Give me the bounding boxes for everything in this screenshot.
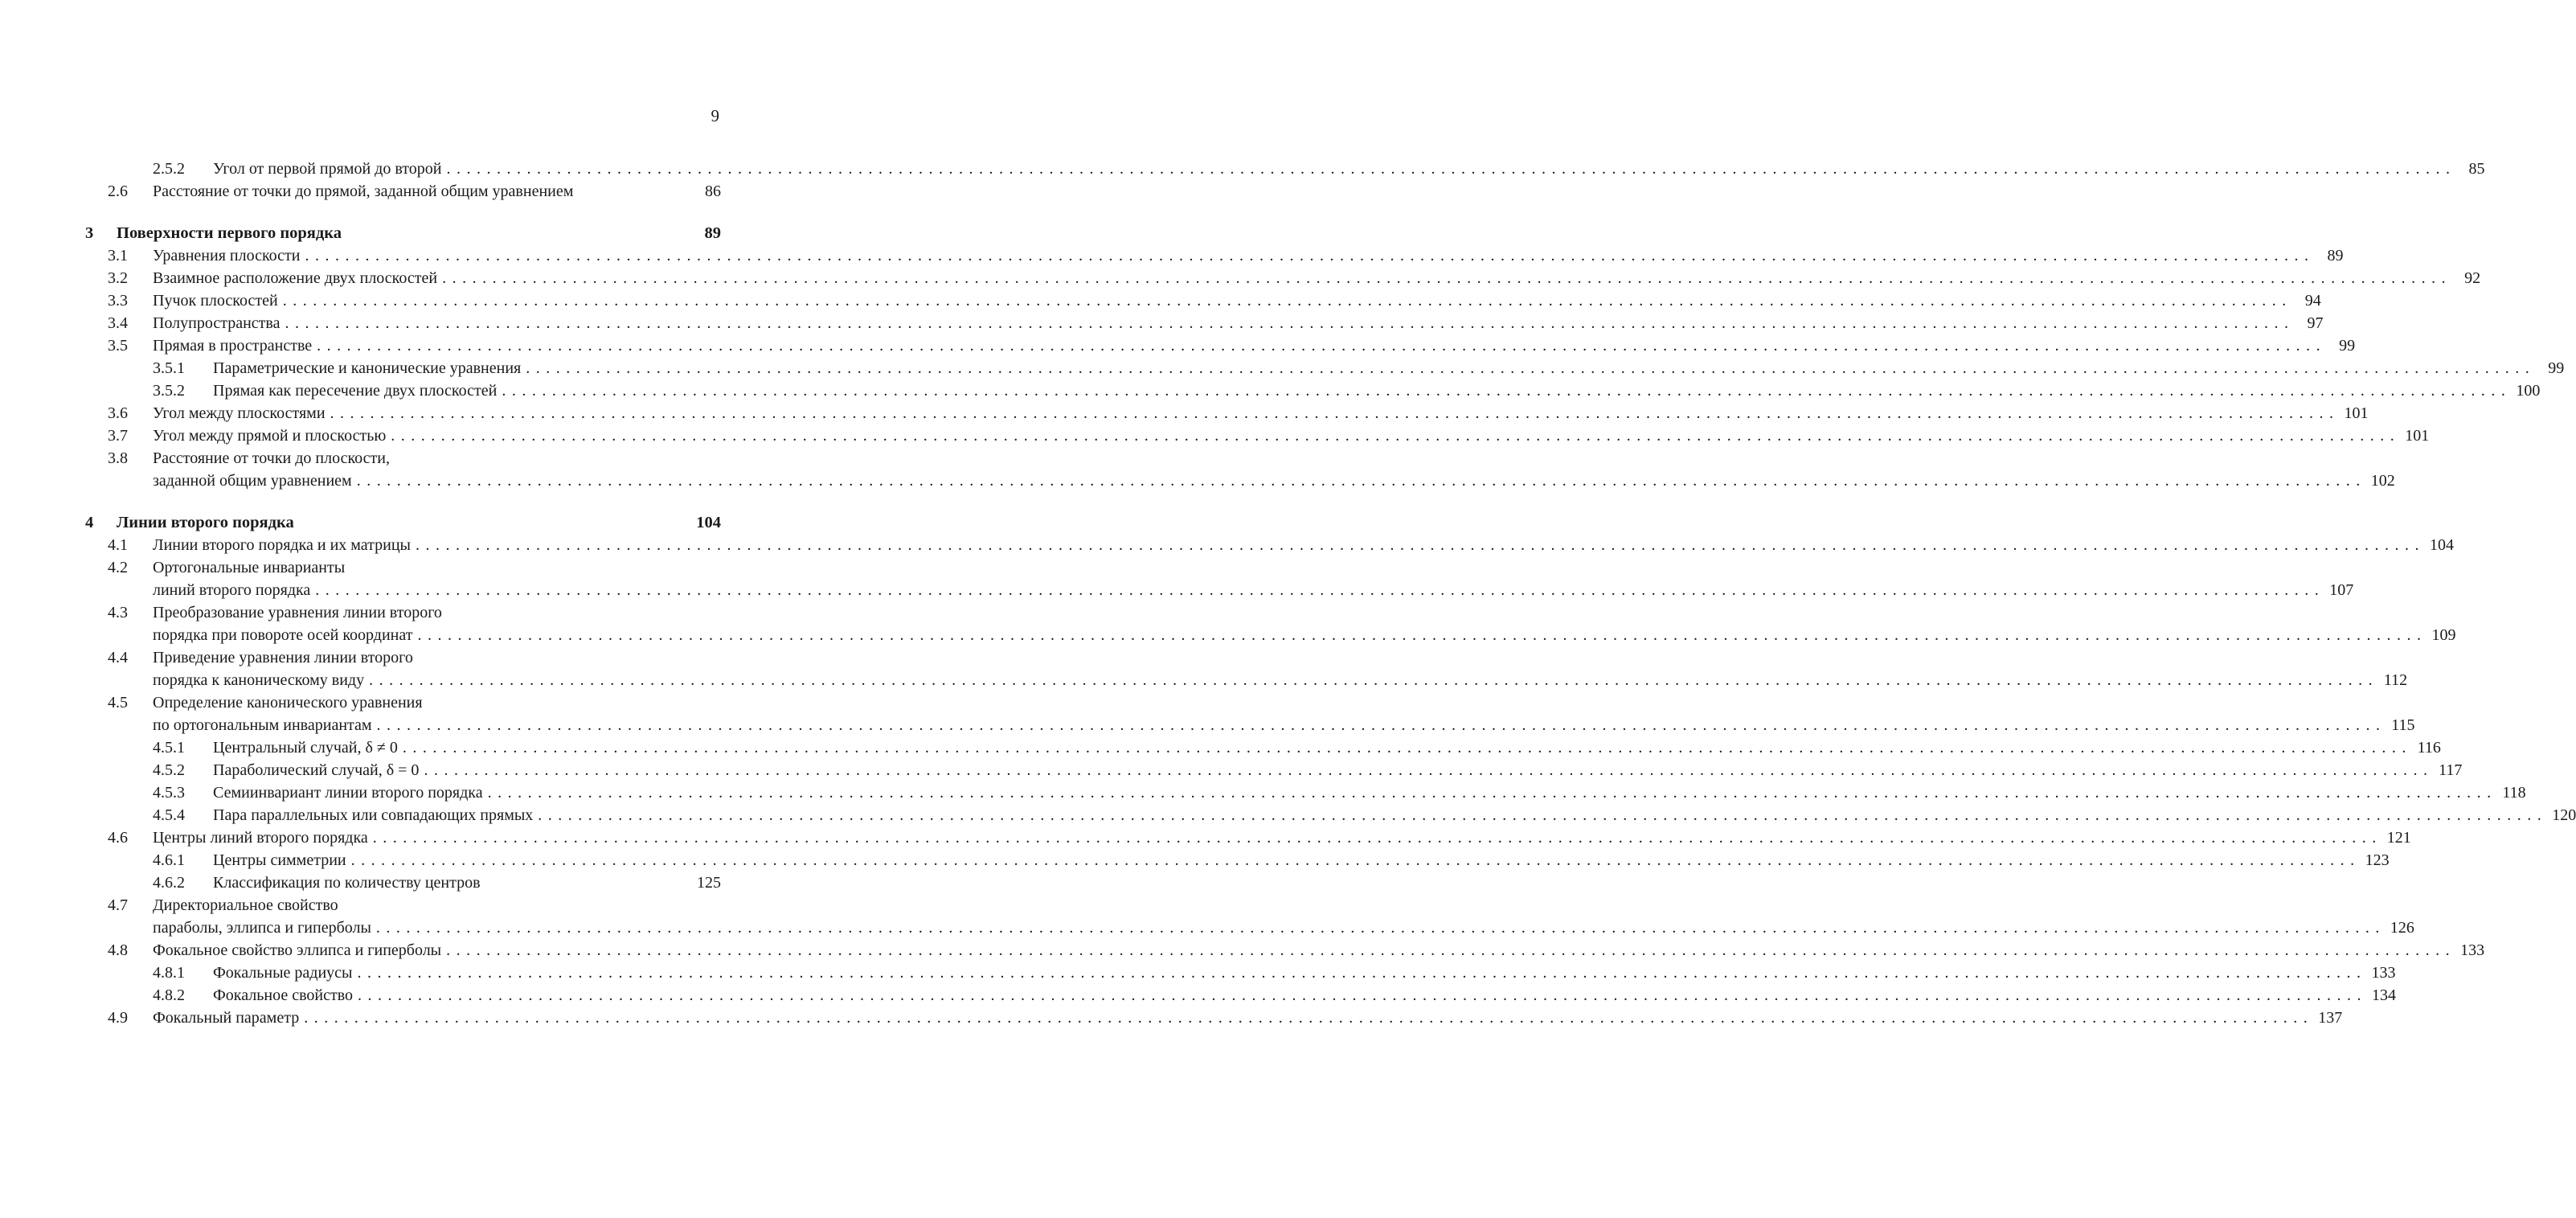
dot-leader: ........................................................................................................................................................................................................	[285, 314, 2295, 332]
toc-entry-title: Классификация по количеству центров	[213, 871, 485, 894]
dot-leader: ........................................................................................................................................................................................................	[357, 964, 2367, 982]
toc-entry-number: 4.5	[108, 694, 128, 712]
dot-leader: ........................................................................................................................................................................................................	[402, 739, 2412, 757]
toc-section[interactable]	[80, 714, 2415, 736]
toc-section[interactable]	[80, 424, 2430, 447]
section-gap	[80, 492, 721, 511]
toc-section[interactable]	[80, 334, 2356, 357]
toc-page-number: 123	[2365, 851, 2390, 869]
toc-page-number: 126	[2390, 919, 2414, 937]
toc-entry-title: Прямая как пересечение двух плоскостей	[213, 379, 502, 402]
toc-subsection[interactable]	[80, 871, 721, 894]
dot-leader: ........................................................................................................................................................................................................	[330, 404, 2340, 422]
toc-page-number: 112	[2383, 671, 2408, 689]
dot-leader: ........................................................................................................................................................................................................	[305, 247, 2315, 265]
toc-entry-title: Фокальное свойство	[213, 984, 358, 1007]
toc-entry-title: Пара параллельных или совпадающих прямых	[213, 804, 538, 826]
toc-entry-number: 4	[85, 514, 94, 531]
toc-page-number: 109	[2431, 626, 2456, 644]
toc-page-number: 107	[2329, 581, 2354, 599]
toc-subsection[interactable]	[80, 804, 2576, 826]
toc-entry-title: Семиинвариант линии второго порядка	[213, 781, 488, 804]
toc-page-number: 133	[2371, 964, 2396, 982]
toc-subsection[interactable]	[80, 357, 2565, 379]
toc-page-number: 133	[2460, 941, 2485, 959]
toc-entry-number: 4.2	[108, 559, 128, 576]
toc-entry-title: Угол между плоскостями	[153, 402, 330, 424]
toc-section[interactable]	[80, 939, 2485, 962]
toc-entry-title: Угол от первой прямой до второй	[213, 158, 446, 180]
toc-section[interactable]	[80, 289, 2321, 312]
toc-section[interactable]	[80, 917, 2414, 939]
toc-entry-number: 4.6.1	[153, 851, 185, 869]
toc-entry-title: Ортогональные инварианты	[153, 556, 350, 579]
toc-entry-number: 4.4	[108, 649, 128, 666]
toc-entry-number: 4.1	[108, 536, 128, 554]
toc-subsection[interactable]	[80, 736, 2441, 759]
toc-entry-title: порядка к каноническому виду	[153, 669, 369, 691]
dot-leader: ........................................................................................................................................................................................................	[350, 851, 2361, 869]
toc-entry-title: Уравнения плоскости	[153, 244, 305, 267]
toc-page-number: 99	[2339, 337, 2356, 355]
toc-page-number: 121	[2386, 829, 2411, 847]
toc-page-number: 102	[2370, 472, 2395, 490]
toc-chapter[interactable]	[80, 511, 721, 534]
dot-leader: ........................................................................................................................................................................................................	[446, 941, 2456, 959]
toc-section[interactable]	[80, 669, 2408, 691]
toc-entry-number: 4.9	[108, 1009, 128, 1027]
toc-entry-number: 3.5.1	[153, 359, 185, 377]
toc-entry-number: 3.4	[108, 314, 128, 332]
toc-section[interactable]	[80, 601, 721, 624]
toc-entry-title: Центральный случай, δ ≠ 0	[213, 736, 403, 759]
toc-entry-title: Полупространства	[153, 312, 285, 334]
toc-page-number: 89	[2327, 247, 2344, 265]
toc-entry-number: 3.5.2	[153, 382, 185, 400]
toc-entry-title: Линии второго порядка и их матрицы	[153, 534, 416, 556]
toc-entry-number: 3.5	[108, 337, 128, 355]
dot-leader: ........................................................................................................................................................................................................	[526, 359, 2536, 377]
toc-page-number: 85	[2468, 160, 2485, 178]
toc-entry-number: 3.3	[108, 292, 128, 310]
toc-entry-title: Взаимное расположение двух плоскостей	[153, 267, 442, 289]
toc-entry-title: Прямая в пространстве	[153, 334, 317, 357]
toc-page-number: 104	[2430, 536, 2454, 554]
dot-leader: ........................................................................................................................................................................................................	[446, 160, 2456, 178]
toc-page-number: 116	[2417, 739, 2441, 757]
toc-entry-number: 3.8	[108, 449, 128, 467]
toc-section[interactable]	[80, 402, 2369, 424]
toc-subsection[interactable]	[80, 781, 2526, 804]
toc-section[interactable]	[80, 691, 721, 714]
toc-section[interactable]	[80, 534, 2454, 556]
toc-subsection[interactable]	[80, 158, 2485, 180]
toc-page-number: 117	[2439, 761, 2463, 779]
toc-entry-number: 4.7	[108, 896, 128, 914]
dot-leader: ........................................................................................................................................................................................................	[416, 536, 2425, 554]
toc-page-number: 89	[704, 224, 721, 242]
toc-entry-number: 4.8.1	[153, 964, 185, 982]
toc-page-number: 104	[696, 514, 721, 531]
toc-page-number: 125	[697, 874, 721, 892]
dot-leader: ........................................................................................................................................................................................................	[356, 472, 2366, 490]
toc-subsection[interactable]	[80, 759, 2463, 781]
toc-entry-title: Фокальный параметр	[153, 1007, 304, 1029]
toc-entry-number: 3.7	[108, 427, 128, 445]
toc-entry-title: Центры линий второго порядка	[153, 826, 373, 849]
toc-entry-title: линий второго порядка	[153, 579, 315, 601]
toc-entry-number: 4.8.2	[153, 986, 185, 1004]
toc-entry-title: Преобразование уравнения линии второго	[153, 601, 447, 624]
dot-leader: ........................................................................................................................................................................................................	[375, 919, 2386, 937]
toc-entry-title: параболы, эллипса и гиперболы	[153, 917, 376, 939]
toc-section[interactable]	[80, 894, 721, 917]
toc-section[interactable]	[80, 447, 721, 470]
toc-entry-number: 3	[85, 224, 94, 242]
toc-section[interactable]	[80, 180, 721, 203]
toc-page-number: 115	[2391, 716, 2415, 734]
toc-subsection[interactable]	[80, 984, 2397, 1007]
dot-leader: ........................................................................................................................................................................................................	[358, 986, 2368, 1004]
dot-leader: ........................................................................................................................................................................................................	[538, 806, 2548, 824]
toc-section[interactable]	[80, 1007, 2343, 1029]
toc-entry-number: 4.3	[108, 604, 128, 621]
toc-section[interactable]	[80, 556, 721, 579]
dot-leader: ........................................................................................................................................................................................................	[282, 292, 2292, 310]
toc-entry-title: Фокальное свойство эллипса и гиперболы	[153, 939, 446, 962]
toc-section[interactable]	[80, 826, 2411, 849]
toc-entry-number: 3.1	[108, 247, 128, 265]
toc-entry-number: 4.5.1	[153, 739, 185, 757]
toc-page-number: 120	[2552, 806, 2576, 824]
toc-section[interactable]	[80, 267, 2481, 289]
dot-leader: ........................................................................................................................................................................................................	[391, 427, 2401, 445]
toc-entry-number: 2.6	[108, 182, 128, 200]
section-gap	[80, 203, 721, 222]
toc-entry-title: Определение канонического уравнения	[153, 691, 428, 714]
dot-leader: ........................................................................................................................................................................................................	[502, 382, 2512, 400]
dot-leader: ........................................................................................................................................................................................................	[376, 716, 2386, 734]
toc-entry-number: 3.6	[108, 404, 128, 422]
dot-leader: ........................................................................................................................................................................................................	[369, 671, 2379, 689]
toc-entry-title: Фокальные радиусы	[213, 962, 357, 984]
toc-page-number: 118	[2502, 784, 2526, 802]
toc-entry-title: Директориальное свойство	[153, 894, 343, 917]
dot-leader: ........................................................................................................................................................................................................	[424, 761, 2434, 779]
dot-leader: ........................................................................................................................................................................................................	[304, 1009, 2314, 1027]
toc-entry-title: порядка при повороте осей координат	[153, 624, 417, 646]
dot-leader: ........................................................................................................................................................................................................	[487, 784, 2497, 802]
toc-entry-number: 2.5.2	[153, 160, 185, 178]
toc-entry-number: 3.2	[108, 269, 128, 287]
toc-section[interactable]	[80, 579, 2354, 601]
toc-subsection[interactable]	[80, 962, 2396, 984]
toc-entry-title: по ортогональным инвариантам	[153, 714, 377, 736]
toc-page-number: 101	[2344, 404, 2369, 422]
toc-page-number: 101	[2405, 427, 2430, 445]
toc-subsection[interactable]	[80, 379, 2541, 402]
dot-leader: ........................................................................................................................................................................................................	[417, 626, 2427, 644]
toc-entry-title: Расстояние от точки до прямой, заданной общим уравнением	[153, 180, 578, 203]
toc-entry-number: 4.6.2	[153, 874, 185, 892]
toc-section[interactable]	[80, 646, 721, 669]
toc-entry-number: 4.5.3	[153, 784, 185, 802]
toc-entry-number: 4.6	[108, 829, 128, 847]
toc-section[interactable]	[80, 624, 2456, 646]
toc-entry-title: Поверхности первого порядка	[117, 222, 346, 244]
toc-chapter[interactable]	[80, 222, 721, 244]
toc-entry-title: Параболический случай, δ = 0	[213, 759, 424, 781]
toc-page-number: 86	[705, 182, 721, 200]
dot-leader: ........................................................................................................................................................................................................	[315, 581, 2325, 599]
toc-entry-title: заданной общим уравнением	[153, 470, 357, 492]
toc-entry-title: Параметрические и канонические уравнения	[213, 357, 526, 379]
toc-page-number: 92	[2464, 269, 2481, 287]
toc-page-number: 97	[2307, 314, 2324, 332]
toc-entry-number: 4.8	[108, 941, 128, 959]
toc-entry-title: Приведение уравнения линии второго	[153, 646, 418, 669]
dot-leader: ........................................................................................................................................................................................................	[317, 337, 2327, 355]
dot-leader: ........................................................................................................................................................................................................	[442, 269, 2452, 287]
dot-leader: ........................................................................................................................................................................................................	[372, 829, 2382, 847]
toc-section[interactable]	[80, 312, 2324, 334]
toc-page-number: 94	[2304, 292, 2321, 310]
table-of-contents	[80, 158, 2576, 1029]
toc-page-number: 99	[2548, 359, 2565, 377]
toc-page-number: 100	[2516, 382, 2541, 400]
toc-entry-title: Линии второго порядка	[117, 511, 299, 534]
toc-entry-number: 4.5.2	[153, 761, 185, 779]
toc-section[interactable]	[80, 244, 2344, 267]
toc-subsection[interactable]	[80, 849, 2390, 871]
toc-page-number: 137	[2318, 1009, 2343, 1027]
toc-entry-title: Угол между прямой и плоскостью	[153, 424, 391, 447]
toc-entry-title: Пучок плоскостей	[153, 289, 283, 312]
toc-entry-title: Расстояние от точки до плоскости,	[153, 447, 395, 470]
toc-section[interactable]	[80, 470, 2395, 492]
toc-page-number: 134	[2372, 986, 2397, 1004]
toc-entry-number: 4.5.4	[153, 806, 185, 824]
page-number: 9	[711, 106, 719, 125]
toc-entry-title: Центры симметрии	[213, 849, 351, 871]
